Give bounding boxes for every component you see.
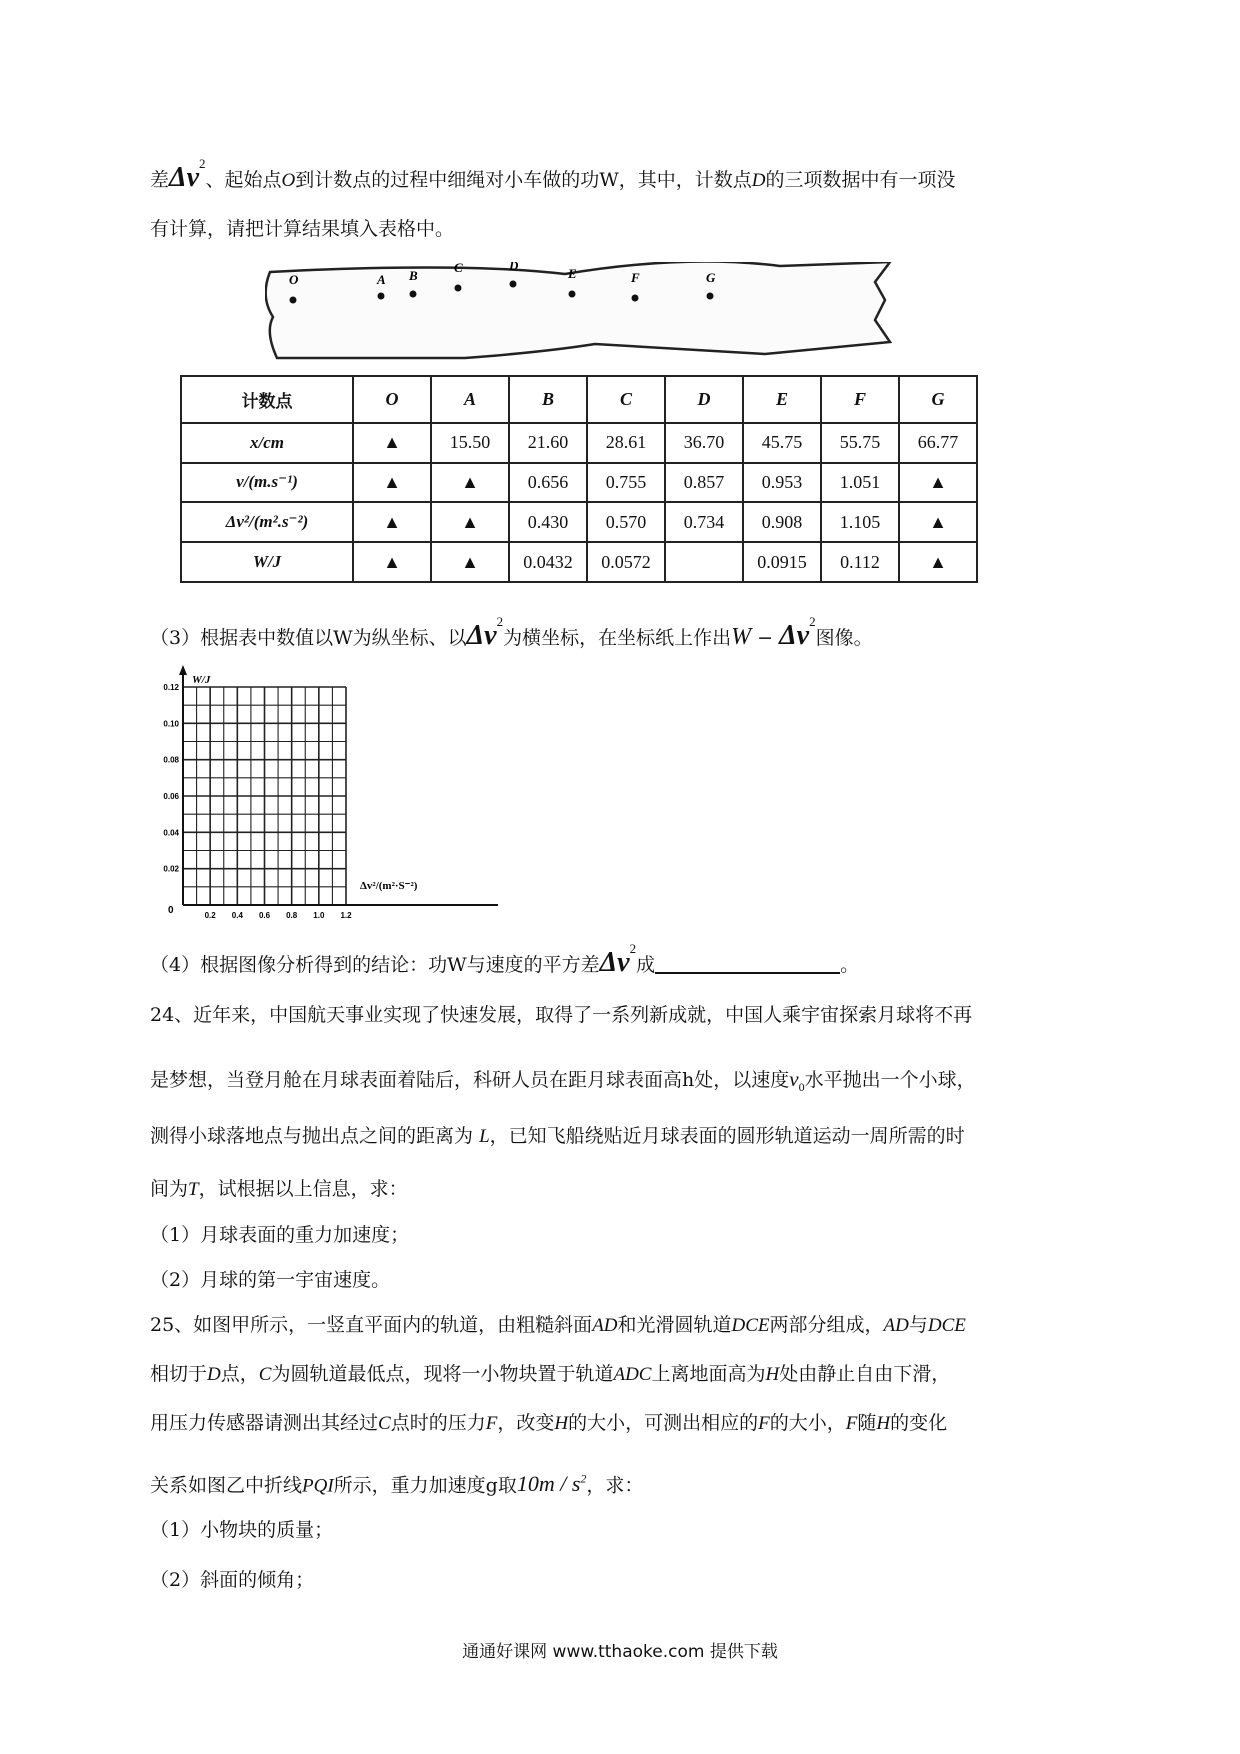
tape-point-label-o: O (289, 272, 299, 287)
table-row-label: v/(m.s⁻¹) (181, 463, 353, 503)
table-header-row (181, 376, 977, 423)
table-cell: 28.61 (587, 423, 665, 463)
x-tick-label: 1.2 (340, 911, 352, 920)
tape-point-label-f: F (631, 270, 640, 285)
table-cell: ▲ (899, 542, 977, 582)
q24-l2-pre: 是梦想，当登月舱在月球表面着陆后，科研人员在距月球表面高h处，以速度 (150, 1069, 790, 1091)
q25-l3-f: 随 (857, 1412, 877, 1434)
q25-l2-c: 为圆轨道最低点，现将一小物块置于轨道 (271, 1363, 614, 1385)
q25-l3-b: 点时的压力 (390, 1412, 486, 1434)
table-cell: 55.75 (821, 423, 899, 463)
var-ad: AD (883, 1315, 909, 1336)
q24-line-4 (150, 1177, 408, 1202)
q25-sub-2: （2）斜面的倾角； (150, 1569, 315, 1591)
y-tick-label: 0.04 (163, 828, 179, 838)
tape-point-dot-b (410, 291, 417, 298)
q25-l2-d: 上离地面高为 (651, 1363, 766, 1385)
tape-point-dot-o (290, 297, 297, 304)
table-cell: ▲ (431, 502, 509, 542)
var-o: O (281, 170, 296, 191)
q24-line-2 (150, 1067, 976, 1099)
y-tick-label: 0.06 (163, 792, 179, 801)
q25-l1-d: 与 (908, 1314, 928, 1336)
table-cell: ▲ (353, 502, 431, 542)
x-tick-label: 0.8 (286, 911, 298, 920)
q24-line-3 (150, 1124, 965, 1149)
x-axis-label: Δv²/(m²·S⁻²) (360, 880, 418, 892)
var-pqi: PQI (302, 1475, 334, 1497)
var-w: W (731, 624, 752, 650)
question-3 (150, 610, 873, 650)
table-cell: 0.0572 (587, 542, 665, 582)
q25-l2-b: 点， (220, 1363, 259, 1385)
table-row-label: x/cm (181, 423, 353, 463)
q24-l3-pre: 测得小球落地点与抛出点之间的距离为 (150, 1125, 474, 1147)
origin-label: 0 (168, 905, 174, 916)
q4-text-mid: 成 (636, 954, 656, 976)
para-line-1 (150, 152, 956, 193)
q25-l4-b: 所示，重力加速度g取 (333, 1474, 517, 1497)
q25-line-1 (150, 1313, 966, 1338)
table-cell: 0.0432 (509, 542, 587, 582)
answer-blank[interactable] (655, 952, 840, 974)
table-cell: ▲ (431, 463, 509, 503)
table-cell: ▲ (899, 463, 977, 503)
g-value: $10m / s^2$ (516, 1471, 587, 1497)
q25-l1-a: 25、如图甲所示，一竖直平面内的轨道，由粗糙斜面 (150, 1314, 593, 1336)
table-cell: 0.112 (821, 542, 899, 582)
table-cell[interactable] (665, 542, 743, 582)
delta-v-squared: $\Delta v^2$ (599, 941, 637, 978)
y-tick-label: 0.08 (163, 755, 179, 765)
q24-l4-post: ，试根据以上信息，求： (198, 1178, 408, 1200)
q25-l3-d: 的大小，可测出相应的 (568, 1412, 759, 1434)
table-header-label: 计数点 (181, 376, 353, 423)
var-f: F (845, 1413, 858, 1434)
var-f: F (485, 1413, 498, 1434)
table-row (181, 463, 977, 503)
table-col-header-g: G (899, 376, 977, 423)
y-tick-label: 0.12 (163, 683, 179, 692)
q24-l2-post: 水平抛出一个小球， (804, 1069, 976, 1091)
var-h: H (554, 1413, 569, 1434)
table-cell: 15.50 (431, 423, 509, 463)
table-cell: 0.0915 (743, 542, 821, 582)
table-row (181, 502, 977, 542)
table-cell: 1.105 (821, 502, 899, 542)
tape-point-label-d: D (509, 262, 519, 273)
var-t: T (188, 1179, 199, 1200)
table-row (181, 423, 977, 463)
tape-point-label-e: E (568, 266, 577, 281)
var-dce: DCE (731, 1315, 770, 1336)
tape-point-dot-a (378, 293, 385, 300)
q25-l3-e: 的大小， (769, 1412, 846, 1434)
q25-l1-b: 和光滑圆轨道 (617, 1314, 732, 1336)
x-tick-label: 1.0 (313, 911, 325, 920)
table-cell: 1.051 (821, 463, 899, 503)
table-col-header-e: E (743, 376, 821, 423)
q25-line-4 (150, 1467, 643, 1498)
q24-l4-pre: 间为 (150, 1178, 189, 1200)
table-col-header-b: B (509, 376, 587, 423)
tape-point-dot-f (632, 295, 639, 302)
table-cell: 0.656 (509, 463, 587, 503)
table-cell: 21.60 (509, 423, 587, 463)
table-col-header-a: A (431, 376, 509, 423)
q4-text-end: 。 (840, 954, 860, 976)
x-tick-label: 0.2 (204, 911, 216, 920)
delta-v-squared: $\Delta v^2$ (779, 614, 816, 651)
var-f: F (758, 1413, 770, 1434)
table-cell: 36.70 (665, 423, 743, 463)
q25-line-3 (150, 1411, 947, 1436)
q3-dash: − (751, 627, 780, 649)
table-col-header-f: F (821, 376, 899, 423)
table-col-header-o: O (353, 376, 431, 423)
q3-text-pre: （3）根据表中数值以W为纵坐标、以 (150, 627, 467, 649)
table-cell: ▲ (431, 542, 509, 582)
table-cell: 45.75 (743, 423, 821, 463)
para-line-2: 有计算，请把计算结果填入表格中。 (150, 218, 455, 240)
var-adc: ADC (613, 1364, 652, 1385)
var-h: H (765, 1364, 780, 1385)
var-c: C (258, 1364, 272, 1385)
var-d: D (751, 170, 766, 191)
q25-l4-c: ，求： (586, 1474, 644, 1497)
table-col-header-d: D (665, 376, 743, 423)
q25-l2-e: 处由静止自由下滑， (779, 1363, 951, 1385)
table-cell: 66.77 (899, 423, 977, 463)
paper-tape (265, 262, 895, 362)
text-mid: 到计数点的过程中细绳对小车做的功W，其中，计数点 (295, 169, 752, 191)
table-row-label: Δv²/(m².s⁻²) (181, 502, 353, 542)
table-cell: ▲ (353, 463, 431, 503)
x-tick-label: 0.4 (231, 911, 243, 920)
q3-text-end: 图像。 (815, 627, 873, 649)
y-axis-label: W/J (192, 674, 211, 686)
table-col-header-c: C (587, 376, 665, 423)
table-cell: ▲ (353, 423, 431, 463)
table-cell: 0.857 (665, 463, 743, 503)
q25-line-2 (150, 1362, 950, 1387)
table-row-label: W/J (181, 542, 353, 582)
var-d: D (207, 1364, 221, 1385)
q25-l1-c: 两部分组成， (769, 1314, 884, 1336)
var-h: H (876, 1413, 891, 1434)
var-v0: $v_0$ (789, 1067, 805, 1095)
var-ad: AD (592, 1315, 618, 1336)
q25-sub-1: （1）小物块的质量； (150, 1519, 334, 1541)
var-dce: DCE (927, 1315, 966, 1336)
tape-point-dot-g (707, 293, 714, 300)
text-end: 的三项数据中有一项没 (765, 169, 956, 191)
x-tick-label: 0.6 (258, 911, 271, 920)
table-row (181, 542, 977, 582)
q24-sub-2: （2）月球的第一宇宙速度。 (150, 1269, 391, 1291)
q25-l3-g: 的变化 (890, 1412, 948, 1434)
data-table (180, 375, 978, 583)
tape-point-label-c: C (454, 262, 463, 275)
q24-sub-1: （1）月球表面的重力加速度； (150, 1224, 410, 1246)
page-footer: 通通好课网 www.tthaoke.com 提供下载 (462, 1642, 778, 1662)
tape-point-dot-c (455, 285, 462, 292)
tape-point-dot-e (569, 291, 576, 298)
var-c: C (378, 1413, 391, 1434)
table-cell: 0.953 (743, 463, 821, 503)
delta-v-squared: $\Delta v^2$ (169, 156, 206, 193)
y-tick-label: 0.10 (163, 719, 179, 729)
delta-v-squared: $\Delta v^2$ (466, 614, 504, 651)
var-l: L (479, 1126, 490, 1147)
y-tick-label: 0.02 (163, 864, 179, 874)
table-cell: 0.755 (587, 463, 665, 503)
tape-point-label-g: G (706, 270, 716, 285)
table-cell: ▲ (899, 502, 977, 542)
table-cell: 0.734 (665, 502, 743, 542)
text-start: 、起始点 (205, 169, 282, 191)
table-cell: ▲ (353, 542, 431, 582)
q3-text-mid: 为横坐标，在坐标纸上作出 (503, 627, 732, 649)
tape-point-label-b: B (409, 268, 418, 283)
q25-l4-a: 关系如图乙中折线 (150, 1474, 303, 1497)
q24-l3-post: ，已知飞船绕贴近月球表面的圆形轨道运动一周所需的时 (489, 1125, 965, 1147)
text-cha: 差 (150, 169, 170, 191)
tape-point-label-a: A (377, 272, 386, 287)
table-cell: 0.570 (587, 502, 665, 542)
tape-point-dot-d (510, 281, 517, 288)
y-axis-arrow (179, 665, 187, 675)
q25-l3-a: 用压力传感器请测出其经过 (150, 1412, 379, 1434)
q25-l2-a: 相切于 (150, 1363, 208, 1385)
table-cell: 0.908 (743, 502, 821, 542)
question-4 (150, 937, 859, 977)
q25-l3-c: ，改变 (497, 1412, 555, 1434)
q24-line-1: 24、近年来，中国航天事业实现了快速发展，取得了一系列新成就，中国人乘宇宙探索月球将不再 (150, 1004, 973, 1026)
graph-paper (150, 665, 500, 920)
table-cell: 0.430 (509, 502, 587, 542)
q4-text-pre: （4）根据图像分析得到的结论：功W与速度的平方差 (150, 954, 600, 976)
